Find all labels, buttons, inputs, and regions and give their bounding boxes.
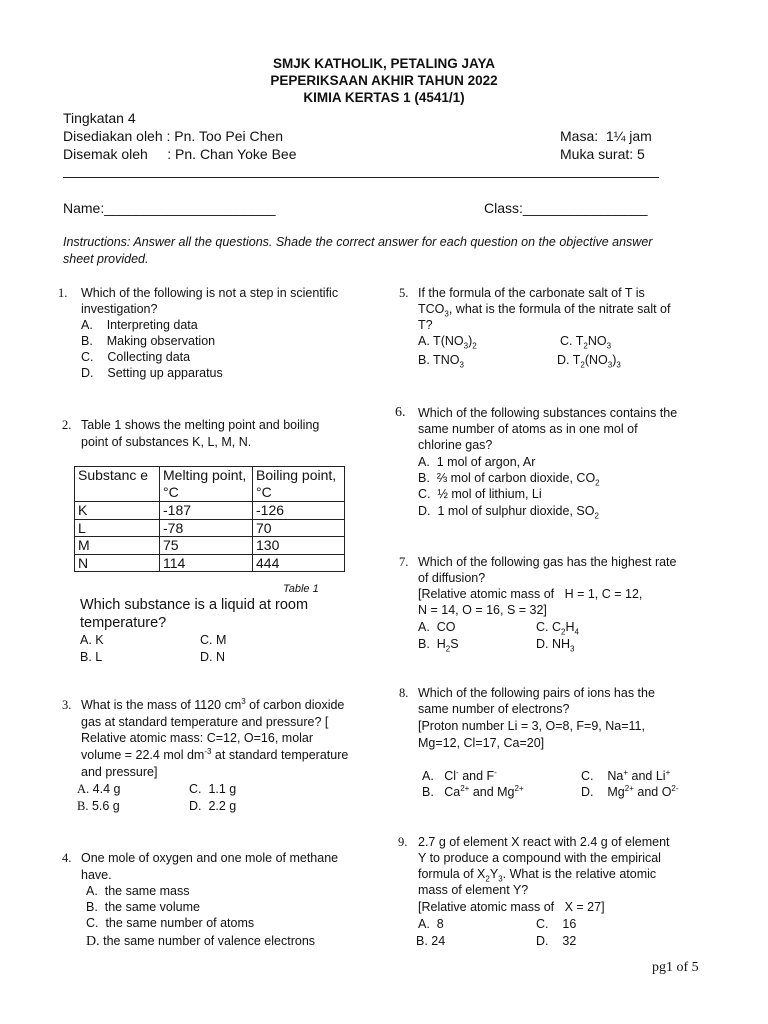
checked-by: Disemak oleh : Pn. Chan Yoke Bee xyxy=(63,146,297,162)
prepared-by: Disediakan oleh : Pn. Too Pei Chen xyxy=(63,128,283,144)
duration: Masa: 1¼ jam xyxy=(560,128,652,144)
instructions: Instructions: Answer all the questions. Shade the correct answer for each question on the objective answer sheet provided. xyxy=(63,235,653,266)
option-b[interactable]: B. 5.6 g xyxy=(77,799,120,813)
header-divider xyxy=(63,177,659,178)
option-a[interactable]: A. CO xyxy=(418,620,456,634)
option-b[interactable]: B. Making observation xyxy=(81,334,216,348)
option-d[interactable]: D. 32 xyxy=(536,934,577,948)
table-row: K -187 -126 xyxy=(75,502,345,520)
option-c[interactable]: C. the same number of atoms xyxy=(86,916,255,930)
table-row: M 75 130 xyxy=(75,537,345,555)
option-c[interactable]: C. 16 xyxy=(536,917,577,931)
table-1 xyxy=(74,466,345,572)
question-5: 5. If the formula of the carbonate salt of T is $TCO_3$, what is the formula of the nitrate salt of T? A. $T(NO_3)_2$ B. $TNO_3$ C. $T_2NO_3$ D. $T_2(NO_3)_3$ xyxy=(399,286,671,370)
option-c[interactable]: C. $C_2H_4$ xyxy=(536,620,579,637)
option-d[interactable]: D. $Mg^{2+}$ and $O^{2-}$ xyxy=(581,783,679,799)
page-count: Muka surat: 5 xyxy=(560,146,645,162)
option-a[interactable]: A. Interpreting data xyxy=(81,318,198,332)
table-row: L -78 70 xyxy=(75,519,345,537)
option-c[interactable]: C. ½ mol of lithium, Li xyxy=(418,487,542,501)
option-d[interactable]: D. the same number of valence electrons xyxy=(86,934,316,949)
name-field[interactable]: Name:______________________ xyxy=(63,200,276,216)
table-header: Substanc e xyxy=(75,467,160,502)
option-a[interactable]: A. $T(NO_3)_2$ xyxy=(418,334,477,351)
option-a[interactable]: A. K xyxy=(80,633,104,647)
option-b[interactable]: B. 24 xyxy=(416,934,446,948)
table-header: Melting point, °C xyxy=(160,467,253,502)
option-c[interactable]: C. $T_2NO_3$ xyxy=(560,334,612,351)
option-d[interactable]: D. $T_2(NO_3)_3$ xyxy=(557,353,621,370)
option-d[interactable]: D. N xyxy=(200,650,225,664)
option-d[interactable]: D. 2.2 g xyxy=(189,799,237,813)
option-b[interactable]: B. the same volume xyxy=(86,900,200,914)
option-a[interactable]: A. 1 mol of argon, Ar xyxy=(418,455,536,469)
exam-title: PEPERIKSAAN AKHIR TAHUN 2022 xyxy=(270,73,498,88)
question-2-ask: Which substance is a liquid at room temperature? xyxy=(80,597,309,631)
option-b[interactable]: B. $TNO_3$ xyxy=(418,353,464,370)
option-c[interactable]: C. Collecting data xyxy=(81,350,191,364)
option-c[interactable]: C. Na+ and Li+ xyxy=(581,767,671,783)
option-a[interactable]: A. the same mass xyxy=(86,884,190,898)
option-a[interactable]: A. 8 xyxy=(418,917,444,931)
question-6: 6. Which of the following substances contains the same number of atoms as in one mol of chlorine gas? A. 1 mol of argon, Ar B. ⅔ mol of carbon dioxide, $CO_2$ C. ½ mol of lithium, Li D. 1 mol of sulphur dioxide, $SO_2$ xyxy=(395,405,678,521)
class-field[interactable]: Class:________________ xyxy=(484,200,648,216)
question-9: 9. 2.7 g of element X react with 2.4 g of element Y to produce a compound with the empirical formula of $X_2Y_3$. What is the relative atomic mass of element Y? [Relative atomic mass of X = 27] A. 8 B. 24 C. 16 D. 32 xyxy=(398,835,670,948)
option-c[interactable]: C. 1.1 g xyxy=(189,782,237,796)
option-b[interactable]: B. $H_2S$ xyxy=(418,637,459,654)
option-b[interactable]: B. L xyxy=(80,650,103,664)
table-caption: Table 1 xyxy=(283,583,319,595)
question-3: 3. What is the mass of 1120 $cm^3$ of carbon dioxide gas at standard temperature and pressure? [ Relative atomic mass: C=12, O=16, molar volume = 22.4 mol $dm^{-3}$ at standard temperature and pressure] A. 4.4 g B. 5.6 g C. 1.1 g D. 2.2 g xyxy=(62,696,349,813)
question-4: 4. One mole of oxygen and one mole of methane have. A. the same mass B. the same volume C. the same number of atoms D. the same number of valence electrons xyxy=(62,851,339,949)
option-d[interactable]: D. 1 mol of sulphur dioxide, $SO_2$ xyxy=(418,504,599,521)
question-2: 2. Table 1 shows the melting point and boiling point of substances K, L, M, N. xyxy=(62,418,320,449)
option-c[interactable]: C. M xyxy=(200,633,227,647)
option-a[interactable]: A. Cl- and F- xyxy=(422,767,497,783)
question-8: 8. Which of the following pairs of ions has the same number of electrons? [Proton number Li = 3, O=8, F=9, Na=11, Mg=12, Cl=17, Ca=20] A. Cl- and F- B. $Ca^{2+}$ and $Mg^{2+}$ C. Na+ and Li+ D. $Mg^{2+}$ and $O^{2-}$ xyxy=(399,686,679,799)
paper-title: KIMIA KERTAS 1 (4541/1) xyxy=(303,90,465,105)
option-a[interactable]: A. 4.4 g xyxy=(77,782,121,796)
school-name: SMJK KATHOLIK, PETALING JAYA xyxy=(272,56,496,71)
page-number: pg1 of 5 xyxy=(652,960,699,975)
question-2-options xyxy=(80,632,280,668)
option-d[interactable]: D. $NH_3$ xyxy=(536,637,575,654)
option-b[interactable]: B. ⅔ mol of carbon dioxide, $CO_2$ xyxy=(418,471,600,488)
table-row: N 114 444 xyxy=(75,554,345,572)
question-7: 7. Which of the following gas has the highest rate of diffusion? [Relative atomic mass of H = 1, C = 12, N = 14, O = 16, S = 32] A. CO B. $H_2S$ C. $C_2H_4$ D. $NH_3$ xyxy=(399,555,677,654)
form-level: Tingkatan 4 xyxy=(63,110,136,126)
table-header: Boiling point, °C xyxy=(253,467,345,502)
question-1: 1. Which of the following is not a step in scientific investigation? A. Interpreting data B. Making observation C. Collecting data D. Setting up apparatus xyxy=(58,286,339,380)
option-d[interactable]: D. Setting up apparatus xyxy=(81,366,223,380)
option-b[interactable]: B. $Ca^{2+}$ and $Mg^{2+}$ xyxy=(422,783,524,799)
